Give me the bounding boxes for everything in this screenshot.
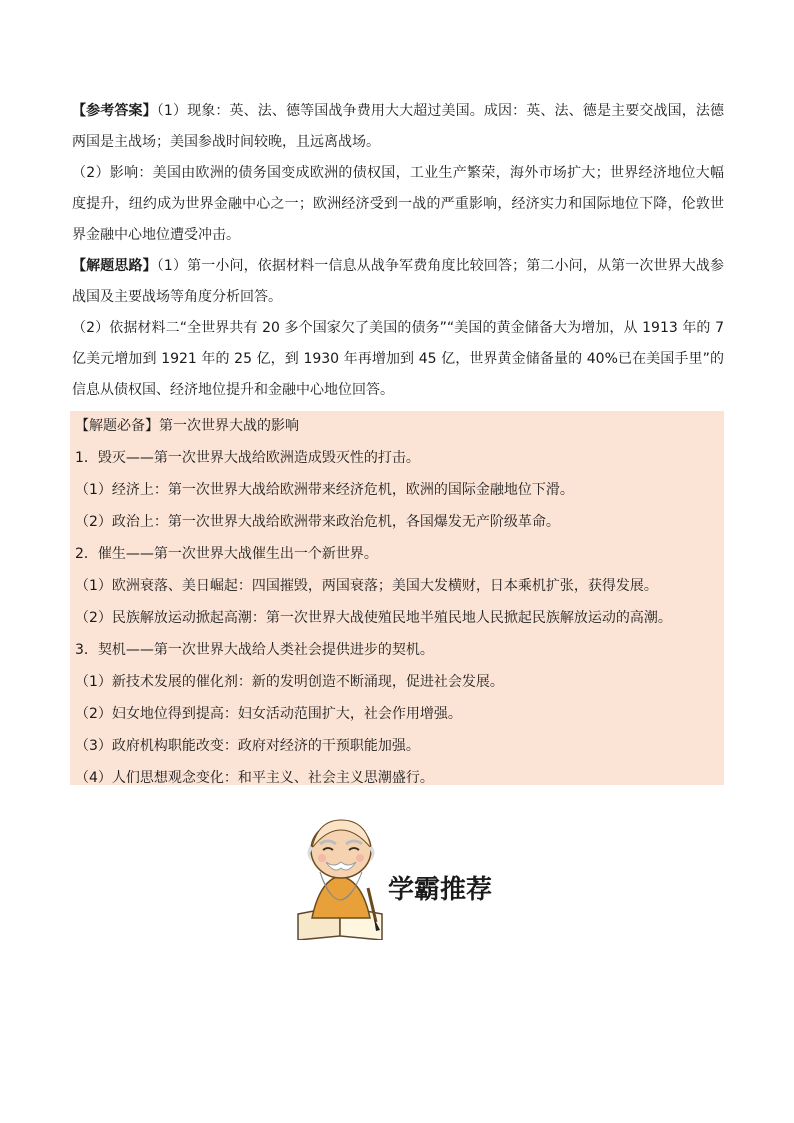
analysis-paragraph-1 (72, 251, 724, 313)
essentials-title: 第一次世界大战的影响 (159, 418, 299, 434)
essentials-line: （1）欧洲衰落、美日崛起：四国摧毁，两国衰落；美国大发横财，日本乘机扩张，获得发展。 (75, 578, 658, 594)
answer-text-1: （1）现象：英、法、德等国战争费用大大超过美国。成因：英、法、德是主要交战国，法德两国是主战场；美国参战时间较晚，且远离战场。 (72, 103, 725, 150)
mascot-caption: 学霸推荐 (388, 875, 493, 905)
essentials-line: （2）妇女地位得到提高：妇女活动范围扩大，社会作用增强。 (75, 706, 462, 722)
essentials-label: 【解题必备】 (75, 418, 159, 434)
answer-paragraph-1 (72, 96, 724, 158)
answer-paragraph-2: （2）影响：美国由欧洲的债务国变成欧洲的债权国，工业生产繁荣，海外市场扩大；世界经济地位大幅度提升，纽约成为世界金融中心之一；欧洲经济受到一战的严重影响，经济实力和国际地位下降，伦敦世界金融中心地位遭受冲击。 (72, 165, 724, 243)
essentials-line: 1．毁灭——第一次世界大战给欧洲造成毁灭性的打击。 (75, 450, 420, 466)
essentials-line: （1）新技术发展的催化剂：新的发明创造不断涌现，促进社会发展。 (75, 674, 504, 690)
analysis-label: 【解题思路】 (72, 258, 157, 274)
analysis-text-1: （1）第一小问，依据材料一信息从战争军费角度比较回答；第二小问，从第一次世界大战参战国及主要战场等角度分析回答。 (72, 258, 725, 305)
essentials-line: 2．催生——第一次世界大战催生出一个新世界。 (75, 546, 378, 562)
essentials-line: （4）人们思想观念变化：和平主义、社会主义思潮盛行。 (75, 770, 434, 786)
essentials-heading (75, 416, 299, 436)
scholar-mascot (290, 818, 510, 940)
essentials-line: （2）政治上：第一次世界大战给欧洲带来政治危机，各国爆发无产阶级革命。 (75, 514, 560, 530)
essentials-line: （1）经济上：第一次世界大战给欧洲带来经济危机，欧洲的国际金融地位下滑。 (75, 482, 574, 498)
essentials-box (70, 411, 724, 785)
essentials-line: （2）民族解放运动掀起高潮：第一次世界大战使殖民地半殖民地人民掀起民族解放运动的高潮。 (75, 610, 672, 626)
essentials-line: 3．契机——第一次世界大战给人类社会提供进步的契机。 (75, 642, 434, 658)
answer-label: 【参考答案】 (72, 103, 157, 119)
scholar-mascot-icon (290, 818, 510, 940)
answer-section (72, 96, 724, 406)
essentials-line: （3）政府机构职能改变：政府对经济的干预职能加强。 (75, 738, 420, 754)
analysis-paragraph-2: （2）依据材料二“全世界共有 20 多个国家欠了美国的债务”“美国的黄金储备大为增加，从 1913 年的 7 亿美元增加到 1921 年的 25 亿，到 1930 年再增加到 45 亿，世界黄金储备量的 40%已在美国手里”的信息从债权国、经济地位提升和金融中心地位回答。 (72, 320, 724, 398)
